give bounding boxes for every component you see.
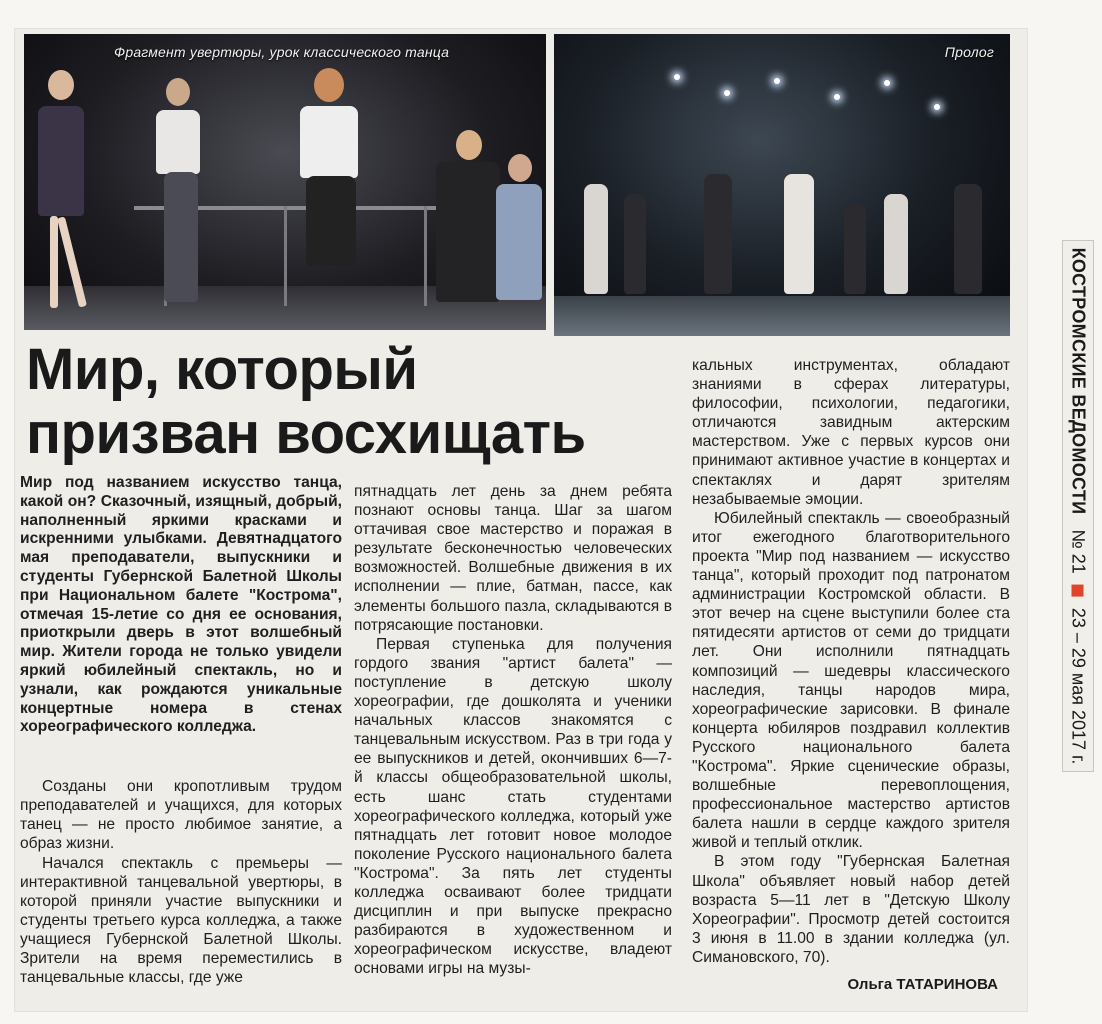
- article-paragraph: Первая ступенька для получения гордого звания "артист балета" — поступление в детскую школу хореографии, где дошколята и ученики начальных классов знакомятся с танцевальным искусством. Раз в три года у ее выпускников и детей, окончивших 6—7-й классы общеобразовательной школы, есть шанс стать студентами хореографического колледжа, который уже пятнадцать лет готовит новое молодое поколение Русского национального балета "Кострома". За пять лет студенты колледжа осваивают более тридцати дисциплин и при выпуске прекрасно разбираются в художественном и хореографическом искусстве, владеют основами игры на музы-: [354, 635, 672, 978]
- photo-prologue: [554, 34, 1010, 336]
- article-paragraph: Юбилейный спектакль — своеобразный итог ежегодного благотворительного проекта "Мир под названием — искусство танца", который проходит под патронатом администрации Костромской области. В этот вечер на сцене выступили более ста пятидесяти артистов от семи до тридцати лет. Они исполнили пятнадцать композиций — шедевры классического наследия, танцы народов мира, хореографические зарисовки. В финале концерта юбиляров поздравил коллектив Русского национального балета "Кострома". Яркие сценические образы, волшебные перевоплощения, профессиональное мастерство артистов балета нашли в сердце каждого зрителя живой и теплый отклик.: [692, 509, 1010, 852]
- title-line: Мир, который: [26, 337, 418, 402]
- article-column-3: [692, 356, 1010, 967]
- article-title: [26, 338, 666, 466]
- article-paragraph: кальных инструментах, обладают знаниями в сферах литературы, философии, психологии, педагогики, отличаются завидным актерским мастерством. Уже с первых курсов они принимают активное участие в концертах и спектаклях и дарят зрителям незабываемые эмоции.: [692, 357, 1010, 508]
- newspaper-masthead: [1062, 240, 1094, 772]
- issue-number: № 21: [1068, 529, 1089, 574]
- stage-floor: [554, 296, 1010, 336]
- issue-date: 23 – 29 мая 2017 г.: [1068, 607, 1089, 765]
- article-lead: Мир под названием искусство танца, какой он? Сказочный, изящный, добрый, наполненный яркими красками и искренними улыбками. Девятнадцатого мая преподаватели, выпускники и студенты Губернской Балетной Школы при Национальном балете "Кострома", отмечая 15-летие со дня ее основания, приоткрыли дверь в этот волшебный мир. Жители города не только увидели яркий юбилейный спектакль, но и узнали, как рождаются уникальные концертные номера в стенах хореографического колледжа.: [20, 474, 342, 736]
- article-column-1: [20, 474, 342, 987]
- barre-post: [424, 206, 427, 306]
- barre-post: [284, 206, 287, 306]
- article-paragraph: пятнадцать лет день за днем ребята познают основы танца. Шаг за шагом оттачивая свое мастерство и поражая в результате бесконечностью человеческих возможностей. Волшебные движения в их исполнении — плие, батман, пассе, как элементы большого пазла, складываются в потрясающие постановки.: [354, 483, 672, 634]
- photo-caption: Пролог: [944, 44, 994, 60]
- red-square-icon: [1071, 585, 1083, 597]
- photo-overture-class: [24, 34, 546, 330]
- article-paragraph: Начался спектакль с премьеры — интерактивной танцевальной увертюры, в которой приняли участие выпускники и студенты третьего курса колледжа, а также учащиеся Губернской Балетной Школы. Зрители на время переместились в танцевальные классы, где уже: [20, 854, 342, 987]
- photo-caption: Фрагмент увертюры, урок классического танца: [114, 44, 450, 60]
- article-paragraph: Созданы они кропотливым трудом преподавателей и учащихся, для которых танец — не просто любимое занятие, а образ жизни.: [20, 778, 342, 853]
- newspaper-name: КОСТРОМСКИЕ ВЕДОМОСТИ: [1068, 247, 1089, 515]
- article-column-2: [354, 482, 672, 978]
- article-author: Ольга ТАТАРИНОВА: [847, 976, 998, 993]
- title-line: призван восхищать: [26, 401, 586, 466]
- article-paragraph: В этом году "Губернская Балетная Школа" объявляет новый набор детей возраста 5—11 лет в "Детскую Школу Хореографии". Просмотр детей состоится 3 июня в 11.00 в здании колледжа (ул. Симановского, 70).: [692, 853, 1010, 966]
